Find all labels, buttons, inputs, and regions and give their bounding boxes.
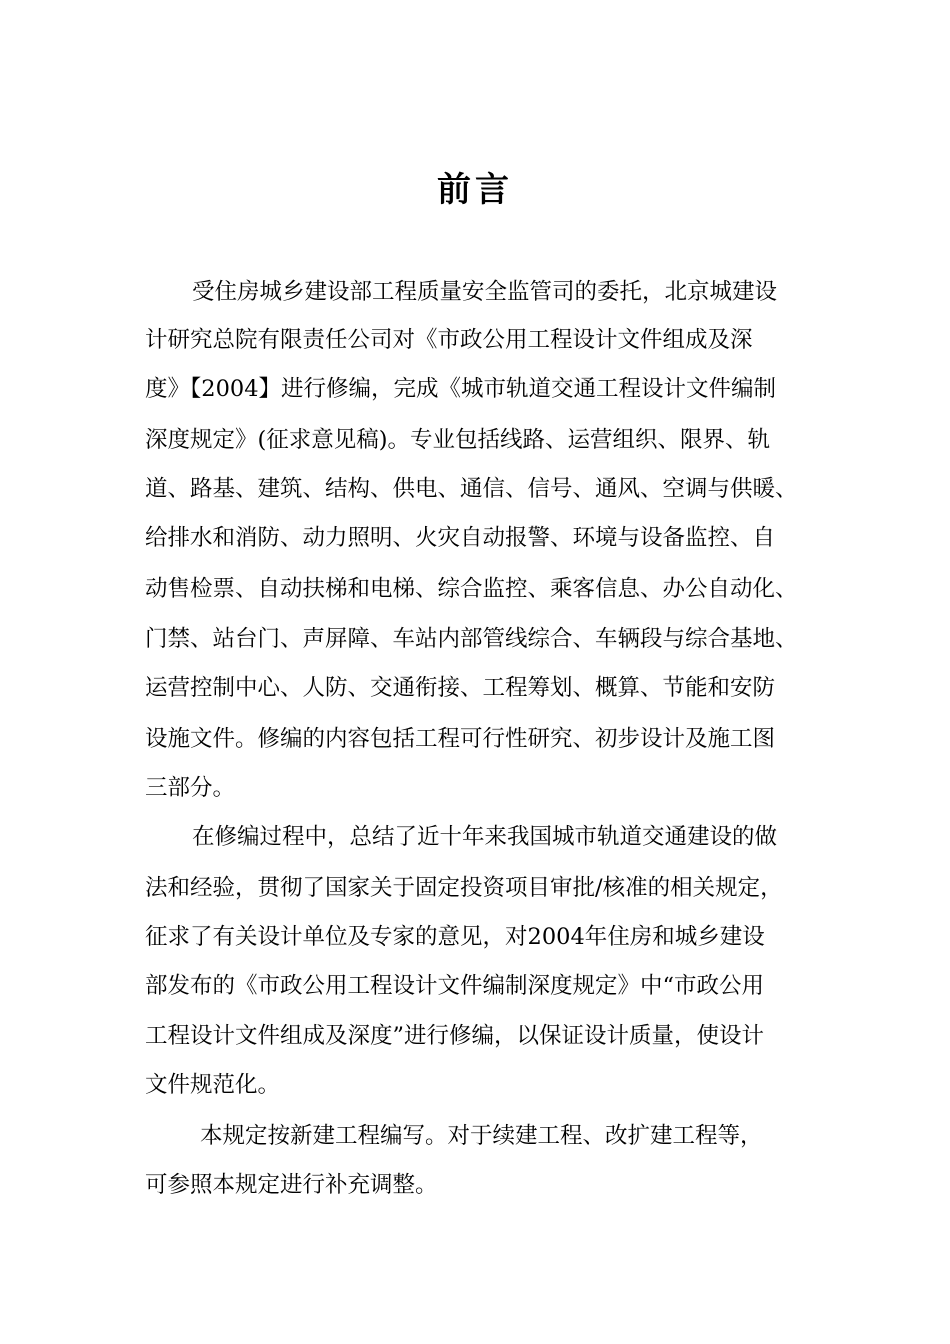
page-title: 前言 — [437, 170, 513, 210]
paragraph-2-line-5: 工程设计文件组成及深度”进行修编，以保证设计质量，使设计 — [145, 1023, 765, 1049]
paragraph-1-line-5: 道、路基、建筑、结构、供电、通信、信号、通风、空调与供暖、 — [145, 476, 798, 502]
paragraph-1-line-4: 深度规定》(征求意见稿)。专业包括线路、运营组织、限界、轨 — [145, 427, 771, 453]
paragraph-1-line-11: 三部分。 — [145, 775, 236, 801]
paragraph-1-line-3: 度》【2004】进行修编，完成《城市轨道交通工程设计文件编制 — [145, 376, 777, 402]
paragraph-2-line-4: 部发布的《市政公用工程设计文件编制深度规定》中“市政公用 — [145, 973, 765, 999]
paragraph-1-line-6: 给排水和消防、动力照明、火灾自动报警、环境与设备监控、自 — [145, 525, 776, 551]
paragraph-1-line-2: 计研究总院有限责任公司对《市政公用工程设计文件组成及深 — [145, 327, 753, 353]
paragraph-1-line-8: 门禁、站台门、声屏障、车站内部管线综合、车辆段与综合基地、 — [145, 626, 798, 652]
paragraph-3-line-2: 可参照本规定进行补充调整。 — [145, 1172, 438, 1198]
paragraph-1-line-10: 设施文件。修编的内容包括工程可行性研究、初步设计及施工图 — [145, 726, 776, 752]
paragraph-3-line-1: 本规定按新建工程编写。对于续建工程、改扩建工程等， — [200, 1123, 763, 1149]
paragraph-1-line-7: 动售检票、自动扶梯和电梯、综合监控、乘客信息、办公自动化、 — [145, 576, 798, 602]
paragraph-2-line-6: 文件规范化。 — [145, 1072, 281, 1098]
paragraph-1-line-9: 运营控制中心、人防、交通衔接、工程筹划、概算、节能和安防 — [145, 675, 776, 701]
paragraph-2-line-3: 征求了有关设计单位及专家的意见，对2004年住房和城乡建设 — [145, 924, 765, 950]
paragraph-2-line-2: 法和经验，贯彻了国家关于固定投资项目审批/核准的相关规定， — [145, 875, 783, 901]
paragraph-1-line-1: 受住房城乡建设部工程质量安全监管司的委托，北京城建设 — [192, 279, 778, 305]
paragraph-2-line-1: 在修编过程中，总结了近十年来我国城市轨道交通建设的做 — [192, 824, 778, 850]
